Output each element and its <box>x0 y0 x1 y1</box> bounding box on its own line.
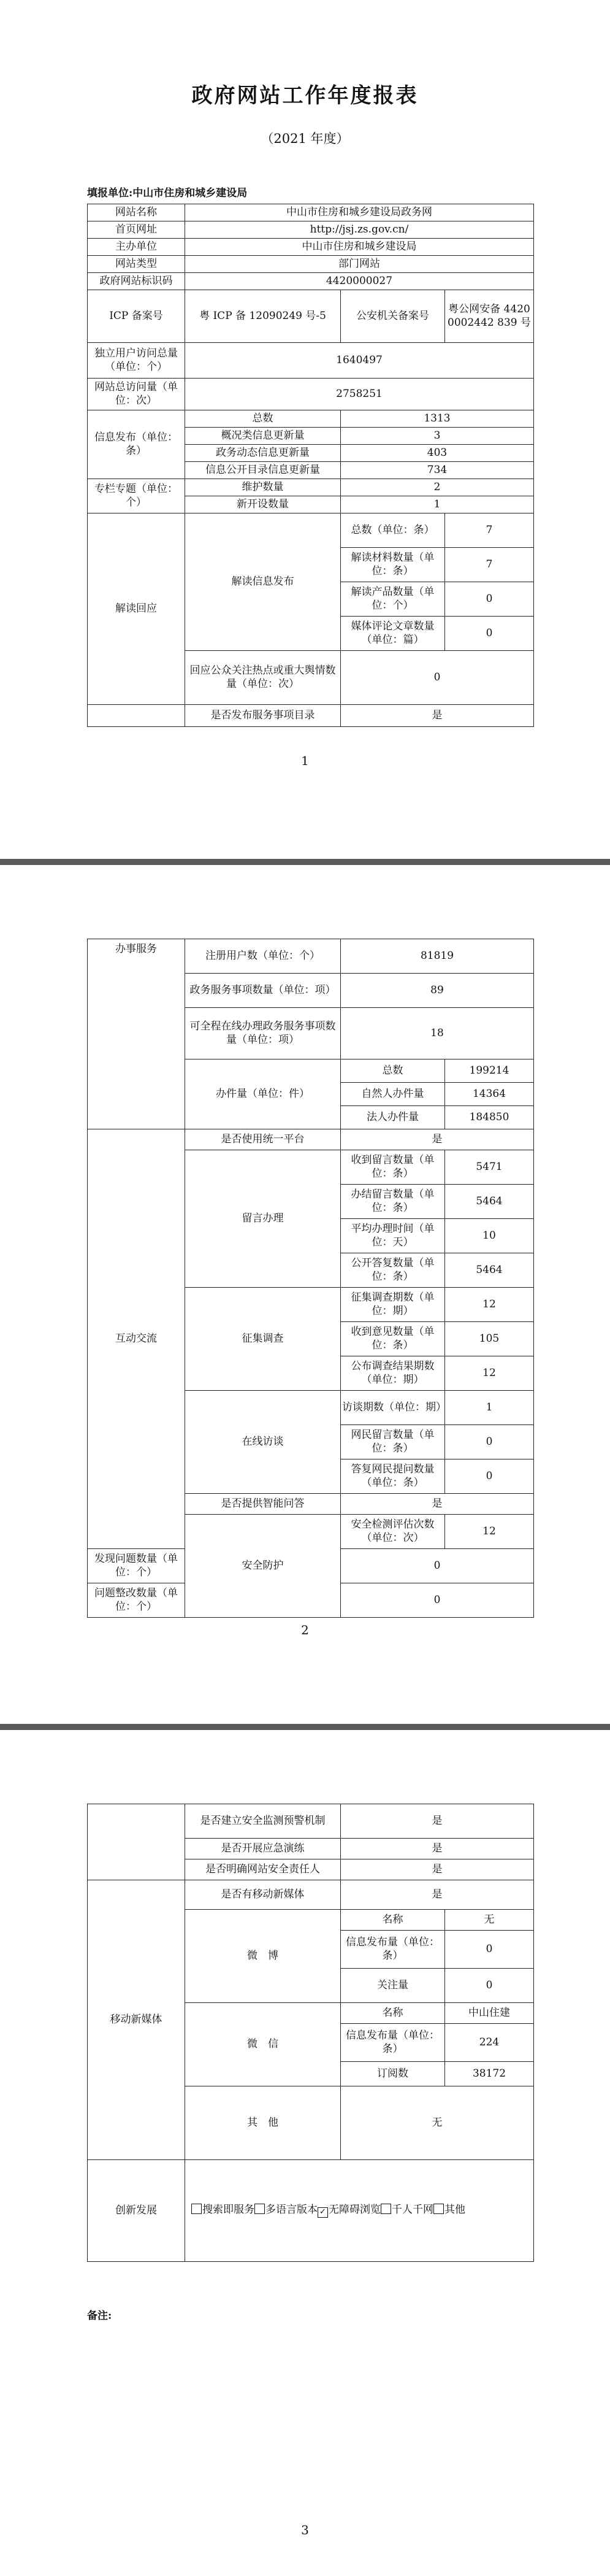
survey-count: 12 <box>445 1288 534 1322</box>
label-message-handling: 留言办理 <box>185 1150 341 1288</box>
label-service-catalog: 是否发布服务事项目录 <box>185 705 341 727</box>
page-number-1: 1 <box>301 753 309 768</box>
label-wechat-name: 名称 <box>341 2003 445 2024</box>
label-registered-users: 注册用户数（单位：个） <box>185 939 341 974</box>
interpret-total: 7 <box>445 513 534 548</box>
report-table-1 <box>87 204 534 727</box>
interview-count: 1 <box>445 1391 534 1425</box>
label-survey-received: 收到意见数量（单位：条） <box>341 1322 445 1356</box>
label-info-total: 总数 <box>185 410 341 428</box>
innovation-options <box>185 2160 534 2262</box>
unique-visitors: 1640497 <box>185 343 534 379</box>
interview-answers: 0 <box>445 1459 534 1494</box>
label-drill: 是否开展应急演练 <box>185 1839 341 1859</box>
label-service-items: 政务服务事项数量（单位：项） <box>185 974 341 1008</box>
interpret-products: 0 <box>445 582 534 617</box>
label-unified-platform: 是否使用统一平台 <box>185 1129 341 1150</box>
label-interview-count: 访谈期数（单位：期） <box>341 1391 445 1425</box>
label-site-type: 网站类型 <box>88 256 185 273</box>
survey-published: 12 <box>445 1356 534 1391</box>
label-weibo-posts: 信息发布量（单位：条） <box>341 1931 445 1969</box>
monitoring: 是 <box>341 1804 534 1839</box>
label-online-items: 可全程在线办理政务服务事项数量（单位：项） <box>185 1008 341 1059</box>
label-msg-time: 平均办理时间（单位：天） <box>341 1219 445 1253</box>
label-handled-total: 总数 <box>341 1059 445 1083</box>
msg-public: 5464 <box>445 1253 534 1288</box>
label-online-service: 办事服务 <box>88 939 185 1129</box>
legal-cases: 184850 <box>445 1106 534 1129</box>
checkbox-icon[interactable] <box>254 2204 265 2214</box>
maintain-count: 2 <box>341 479 534 496</box>
label-interview-questions: 网民留言数量（单位：条） <box>341 1425 445 1459</box>
label-online-interview: 在线访谈 <box>185 1391 341 1494</box>
label-respond-hotspots: 回应公众关注热点或重大舆情数量（单位：次） <box>185 651 341 705</box>
checkbox-icon[interactable] <box>381 2204 391 2214</box>
info-total: 1313 <box>341 410 534 428</box>
innovation-option-label: 其他 <box>444 2204 465 2216</box>
msg-done: 5464 <box>445 1185 534 1219</box>
label-issues-found: 发现问题数量（单位：个） <box>88 1549 185 1583</box>
msg-time: 10 <box>445 1219 534 1253</box>
page-number-2: 2 <box>301 1623 309 1637</box>
label-msg-public: 公开答复数量（单位：条） <box>341 1253 445 1288</box>
label-smart-qa: 是否提供智能问答 <box>185 1494 341 1515</box>
label-wechat-subscribers: 订阅数 <box>341 2062 445 2086</box>
report-table-3 <box>87 1804 534 2262</box>
innovation-option <box>254 2204 318 2216</box>
innovation-option-label: 多语言版本 <box>265 2204 318 2216</box>
report-title: 政府网站工作年度报表 <box>191 83 419 108</box>
home-url: http://jsj.zs.gov.cn/ <box>185 221 534 239</box>
label-weibo-name: 名称 <box>341 1910 445 1931</box>
label-interaction: 互动交流 <box>88 1129 185 1549</box>
wechat-posts: 224 <box>445 2024 534 2062</box>
dynamic-updates: 403 <box>341 445 534 462</box>
label-total-visits: 网站总访问量（单位：次） <box>88 379 185 410</box>
label-organizer: 主办单位 <box>88 239 185 256</box>
page-3 <box>0 1730 610 2576</box>
blank-cell <box>88 705 185 727</box>
wechat-subscribers: 38172 <box>445 2062 534 2086</box>
person-cases: 14364 <box>445 1083 534 1106</box>
label-other-media: 其 他 <box>185 2086 341 2160</box>
label-info-publish: 信息发布（单位：条） <box>88 410 185 479</box>
wechat-name: 中山住建 <box>445 2003 534 2024</box>
weibo-name: 无 <box>445 1910 534 1931</box>
label-home-url: 首页网址 <box>88 221 185 239</box>
report-year: （2021 年度） <box>261 131 349 146</box>
page-number-3: 3 <box>301 2523 309 2537</box>
unified-platform: 是 <box>341 1129 534 1150</box>
label-icp: ICP 备案号 <box>88 290 185 343</box>
label-security: 安全防护 <box>185 1515 341 1618</box>
label-dynamic-updates: 政务动态信息更新量 <box>185 445 341 462</box>
total-visits: 2758251 <box>185 379 534 410</box>
label-site-id: 政府网站标识码 <box>88 273 185 290</box>
security-continued <box>88 1804 185 1880</box>
public-updates: 734 <box>341 462 534 479</box>
smart-qa: 是 <box>341 1494 534 1515</box>
site-type: 部门网站 <box>185 256 534 273</box>
label-wechat-posts: 信息发布量（单位：条） <box>341 2024 445 2062</box>
has-media: 是 <box>341 1880 534 1910</box>
overview-updates: 3 <box>341 428 534 445</box>
label-interpret-total: 总数（单位：条） <box>341 513 445 548</box>
interview-questions: 0 <box>445 1425 534 1459</box>
innovation-option-label: 千人千网 <box>392 2204 433 2216</box>
report-table-2 <box>87 939 534 1618</box>
label-new-media: 移动新媒体 <box>88 1880 185 2160</box>
site-name: 中山市住房和城乡建设局政务网 <box>185 204 534 221</box>
label-msg-received: 收到留言数量（单位：条） <box>341 1150 445 1185</box>
checked-box-icon[interactable]: ✓ <box>318 2207 328 2218</box>
label-interview-answers: 答复网民提问数量（单位：条） <box>341 1459 445 1494</box>
label-new-count: 新开设数量 <box>185 496 341 513</box>
label-weibo-followers: 关注量 <box>341 1969 445 2003</box>
reporting-unit: 填报单位:中山市住房和城乡建设局 <box>87 187 248 199</box>
label-security-checks: 安全检测评估次数（单位：次） <box>341 1515 445 1549</box>
label-survey-published: 公布调查结果期数（单位：期） <box>341 1356 445 1391</box>
label-overview-updates: 概况类信息更新量 <box>185 428 341 445</box>
police-record: 粤公网安备 44200002442 839 号 <box>445 290 534 343</box>
label-unique-visitors: 独立用户访问总量（单位：个） <box>88 343 185 379</box>
weibo-posts: 0 <box>445 1931 534 1969</box>
label-site-name: 网站名称 <box>88 204 185 221</box>
label-public-updates: 信息公开目录信息更新量 <box>185 462 341 479</box>
respond-hotspots: 0 <box>341 651 534 705</box>
label-monitoring: 是否建立安全监测预警机制 <box>185 1804 341 1839</box>
label-msg-done: 办结留言数量（单位：条） <box>341 1185 445 1219</box>
msg-received: 5471 <box>445 1150 534 1185</box>
label-survey-count: 征集调查期数（单位：期） <box>341 1288 445 1322</box>
interpret-materials: 7 <box>445 548 534 582</box>
new-count: 1 <box>341 496 534 513</box>
survey-received: 105 <box>445 1322 534 1356</box>
service-catalog: 是 <box>341 705 534 727</box>
checkbox-icon[interactable] <box>191 2204 202 2214</box>
label-legal-cases: 法人办件量 <box>341 1106 445 1129</box>
label-survey: 征集调查 <box>185 1288 341 1391</box>
innovation-option-list <box>191 2204 465 2218</box>
online-items: 18 <box>341 1008 534 1059</box>
label-owner: 是否明确网站安全责任人 <box>185 1859 341 1880</box>
page-1 <box>0 0 610 859</box>
weibo-followers: 0 <box>445 1969 534 2003</box>
media-articles: 0 <box>445 617 534 651</box>
notes-label: 备注: <box>87 2310 112 2322</box>
owner: 是 <box>341 1859 534 1880</box>
issues-found: 0 <box>341 1549 534 1583</box>
other-media: 无 <box>341 2086 534 2160</box>
security-checks: 12 <box>445 1515 534 1549</box>
site-id: 4420000027 <box>185 273 534 290</box>
innovation-option <box>381 2204 433 2216</box>
handled-total: 199214 <box>445 1059 534 1083</box>
label-weibo: 微 博 <box>185 1910 341 2003</box>
label-innovation: 创新发展 <box>88 2160 185 2262</box>
label-person-cases: 自然人办件量 <box>341 1083 445 1106</box>
label-interpret: 解读回应 <box>88 513 185 705</box>
innovation-option-label: 搜索即服务 <box>202 2204 254 2216</box>
label-media-articles: 媒体评论文章数量（单位：篇） <box>341 617 445 651</box>
innovation-option <box>318 2204 381 2216</box>
label-special-topics: 专栏专题（单位：个） <box>88 479 185 513</box>
label-issues-fixed: 问题整改数量（单位：个） <box>88 1583 185 1618</box>
service-items: 89 <box>341 974 534 1008</box>
innovation-option <box>191 2204 254 2216</box>
label-maintain-count: 维护数量 <box>185 479 341 496</box>
checkbox-icon[interactable] <box>433 2204 444 2214</box>
drill: 是 <box>341 1839 534 1859</box>
label-police-record: 公安机关备案号 <box>341 290 445 343</box>
page-2 <box>0 865 610 1724</box>
label-has-media: 是否有移动新媒体 <box>185 1880 341 1910</box>
issues-fixed: 0 <box>341 1583 534 1618</box>
label-handled-cases: 办件量（单位：件） <box>185 1059 341 1129</box>
innovation-option-label: 无障碍浏览 <box>329 2204 381 2216</box>
organizer: 中山市住房和城乡建设局 <box>185 239 534 256</box>
innovation-option <box>433 2204 465 2216</box>
label-interpret-products: 解读产品数量（单位：个） <box>341 582 445 617</box>
label-interpret-materials: 解读材料数量（单位：条） <box>341 548 445 582</box>
registered-users: 81819 <box>341 939 534 974</box>
icp-number: 粤 ICP 备 12090249 号-5 <box>185 290 341 343</box>
label-wechat: 微 信 <box>185 2003 341 2086</box>
label-interpret-publish: 解读信息发布 <box>185 513 341 651</box>
